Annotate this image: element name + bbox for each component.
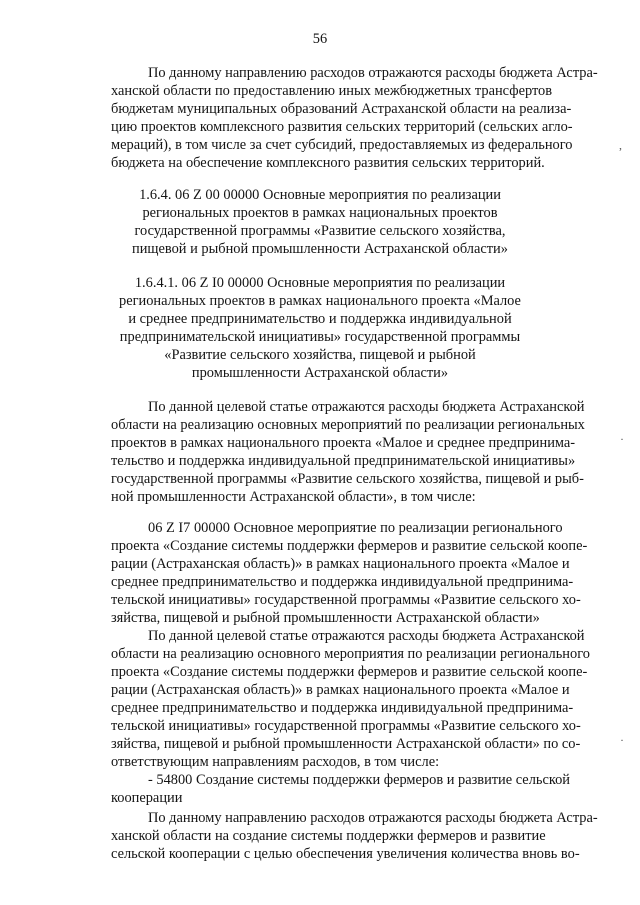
section-heading-line: 1.6.4. 06 Z 00 00000 Основные мероприятия по реализации bbox=[139, 187, 501, 203]
paragraph-line: зяйства, пищевой и рыбной промышленности Астраханской области» bbox=[111, 610, 540, 626]
paragraph-line: государственной программы «Развитие сельского хозяйства, пищевой и рыб- bbox=[111, 471, 584, 487]
paragraph-line: рации (Астраханская область)» в рамках национального проекта «Малое и bbox=[111, 556, 570, 572]
paragraph-line: По данной целевой статье отражаются расходы бюджета Астраханской bbox=[148, 628, 585, 644]
page-number: 56 bbox=[312, 31, 328, 47]
section-heading-line: государственной программы «Развитие сельского хозяйства, bbox=[134, 223, 506, 239]
paragraph-line: проектов в рамках национального проекта «Малое и среднее предпринима- bbox=[111, 435, 576, 451]
subsection-heading-line: промышленности Астраханской области» bbox=[191, 365, 449, 381]
paragraph-line: проекта «Создание системы поддержки фермеров и развитие сельской коопе- bbox=[111, 664, 588, 680]
section-heading-line: региональных проектов в рамках национальных проектов bbox=[142, 205, 498, 221]
paragraph-line: По данной целевой статье отражаются расходы бюджета Астраханской bbox=[148, 399, 585, 415]
section-heading-line: пищевой и рыбной промышленности Астраханской области» bbox=[132, 241, 508, 257]
paragraph-line: ханской области на создание системы поддержки фермеров и развитие bbox=[111, 828, 546, 844]
scan-mark: · bbox=[620, 432, 624, 446]
paragraph-line: области на реализацию основного мероприятия по реализации регионального bbox=[111, 646, 590, 662]
scan-mark: · bbox=[620, 733, 624, 747]
paragraph-line: ответствующим направлениям расходов, в том числе: bbox=[111, 754, 440, 770]
paragraph-line: тельской инициативы» государственной программы «Развитие сельского хо- bbox=[111, 592, 581, 608]
paragraph-line: тельство и поддержка индивидуальной предпринимательской инициативы» bbox=[111, 453, 576, 469]
list-item-line: - 54800 Создание системы поддержки фермеров и развитие сельской bbox=[148, 772, 570, 788]
paragraph-line: проекта «Создание системы поддержки фермеров и развитие сельской коопе- bbox=[111, 538, 588, 554]
paragraph-line: бюджетам муниципальных образований Астраханской области на реализа- bbox=[111, 101, 572, 117]
subsection-heading-line: и среднее предпринимательство и поддержка индивидуальной bbox=[128, 311, 512, 327]
paragraph-line: рации (Астраханская область)» в рамках национального проекта «Малое и bbox=[111, 682, 570, 698]
subsection-heading-line: «Развитие сельского хозяйства, пищевой и рыбной bbox=[164, 347, 476, 363]
paragraph-line: среднее предпринимательство и поддержка индивидуальной предпринима- bbox=[111, 574, 574, 590]
paragraph-line: мераций), в том числе за счет субсидий, предоставляемых из федерального bbox=[111, 137, 573, 153]
paragraph-line: ной промышленности Астраханской области», в том числе: bbox=[111, 489, 476, 505]
paragraph-line: тельской инициативы» государственной программы «Развитие сельского хо- bbox=[111, 718, 581, 734]
paragraph-line: сельской кооперации с целью обеспечения увеличения количества вновь во- bbox=[111, 846, 580, 862]
paragraph-line: По данному направлению расходов отражаются расходы бюджета Астра- bbox=[148, 65, 598, 81]
subsection-heading-line: предпринимательской инициативы» государственной программы bbox=[119, 329, 521, 345]
paragraph-line: среднее предпринимательство и поддержка индивидуальной предпринима- bbox=[111, 700, 574, 716]
paragraph-line: области на реализацию основных мероприятий по реализации региональных bbox=[111, 417, 585, 433]
paragraph-line: По данному направлению расходов отражаются расходы бюджета Астра- bbox=[148, 810, 598, 826]
paragraph-line: ханской области по предоставлению иных межбюджетных трансфертов bbox=[111, 83, 553, 99]
subsection-heading-line: 1.6.4.1. 06 Z I0 00000 Основные мероприятия по реализации bbox=[134, 275, 506, 291]
subsection-heading-line: региональных проектов в рамках национального проекта «Малое bbox=[119, 293, 521, 309]
paragraph-line: цию проектов комплексного развития сельских территорий (сельских агло- bbox=[111, 119, 573, 135]
scan-mark: , bbox=[619, 138, 622, 152]
paragraph-line: зяйства, пищевой и рыбной промышленности Астраханской области» по со- bbox=[111, 736, 581, 752]
list-item-line: кооперации bbox=[111, 790, 183, 806]
paragraph-line: 06 Z I7 00000 Основное мероприятие по реализации регионального bbox=[148, 520, 563, 536]
paragraph-line: бюджета на обеспечение комплексного развития сельских территорий. bbox=[111, 155, 545, 171]
